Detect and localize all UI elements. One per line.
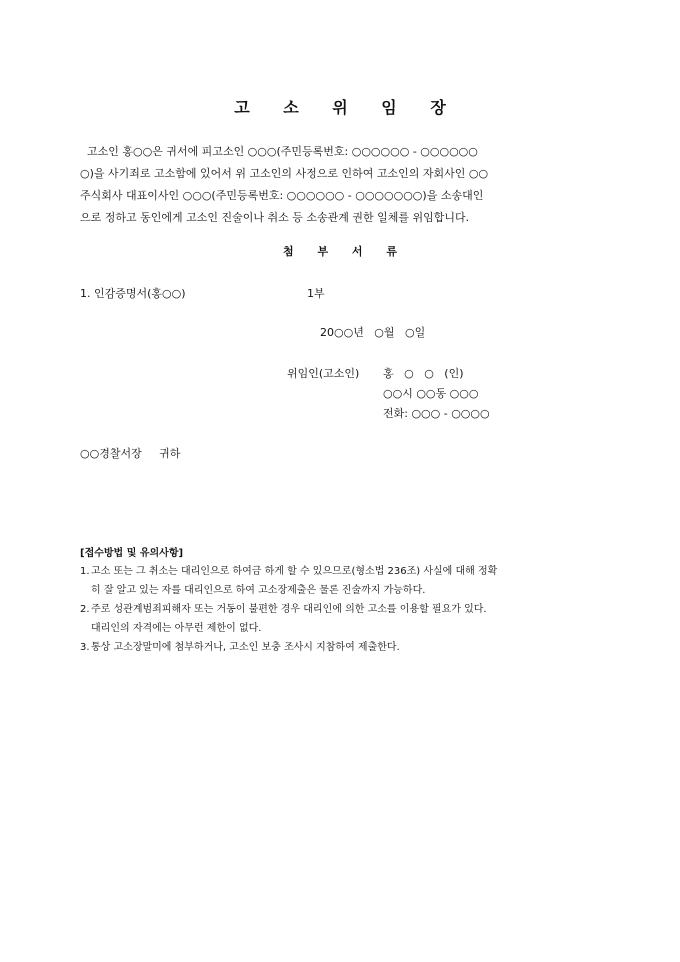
list-item: [80, 562, 602, 600]
document-title: 고 소 위 임 장: [234, 98, 460, 117]
delegator-address: ○○시 ○○동 ○○○: [383, 387, 479, 400]
note-number: 2.: [80, 604, 90, 615]
body-line: ○)을 사기죄로 고소함에 있어서 위 고소인의 사정으로 인하여 고소인의 자회사인 ○○: [80, 167, 489, 180]
body-line: 주식회사 대표이사인 ○○○(주민등록번호: ○○○○○○ - ○○○○○○○)을 소송대인: [80, 189, 484, 202]
delegator-label: 위임인(고소인): [287, 367, 360, 380]
body-line: 으로 정하고 동인에게 고소인 진술이나 취소 등 소송관계 권한 일체를 위임합니다.: [80, 211, 470, 224]
delegator-phone: 전화: ○○○ - ○○○○: [383, 407, 490, 420]
recipient: ○○경찰서장 귀하: [80, 447, 181, 460]
note-line: 대리인의 자격에는 아무런 제한이 없다.: [91, 623, 262, 634]
note-line: 고소 또는 그 취소는 대리인으로 하여금 하게 할 수 있으므로(형소법 236조) 사실에 대해 정확: [91, 566, 498, 577]
body-line: 고소인 홍○○은 귀서에 피고소인 ○○○(주민등록번호: ○○○○○○ - ○○○○○○: [80, 145, 478, 158]
note-line: 통상 고소장말미에 첨부하거나, 고소인 보충 조사시 지참하여 제출한다.: [91, 642, 400, 653]
list-item: [80, 638, 602, 657]
note-line: 히 잘 알고 있는 자를 대리인으로 하여 고소장제출은 물론 진술까지 가능하다.: [91, 585, 426, 596]
note-number: 1.: [80, 566, 90, 577]
notes-heading: [접수방법 및 유의사항]: [80, 548, 184, 559]
delegator-name: 홍 ○ ○ (인): [383, 367, 464, 380]
list-item: [80, 600, 602, 638]
document-date: 20○○년 ○월 ○일: [320, 326, 426, 339]
delegation-body: [80, 141, 602, 229]
attachments-heading: 첨 부 서 류: [283, 245, 407, 258]
note-number: 3.: [80, 642, 90, 653]
note-line: 주로 성관계범죄피해자 또는 거동이 불편한 경우 대리인에 의한 고소를 이용할 필요가 있다.: [91, 604, 487, 615]
attachment-item: 1. 인감증명서(홍○○): [80, 287, 186, 300]
notes-list: [80, 562, 602, 657]
attachment-count: 1부: [307, 287, 325, 300]
